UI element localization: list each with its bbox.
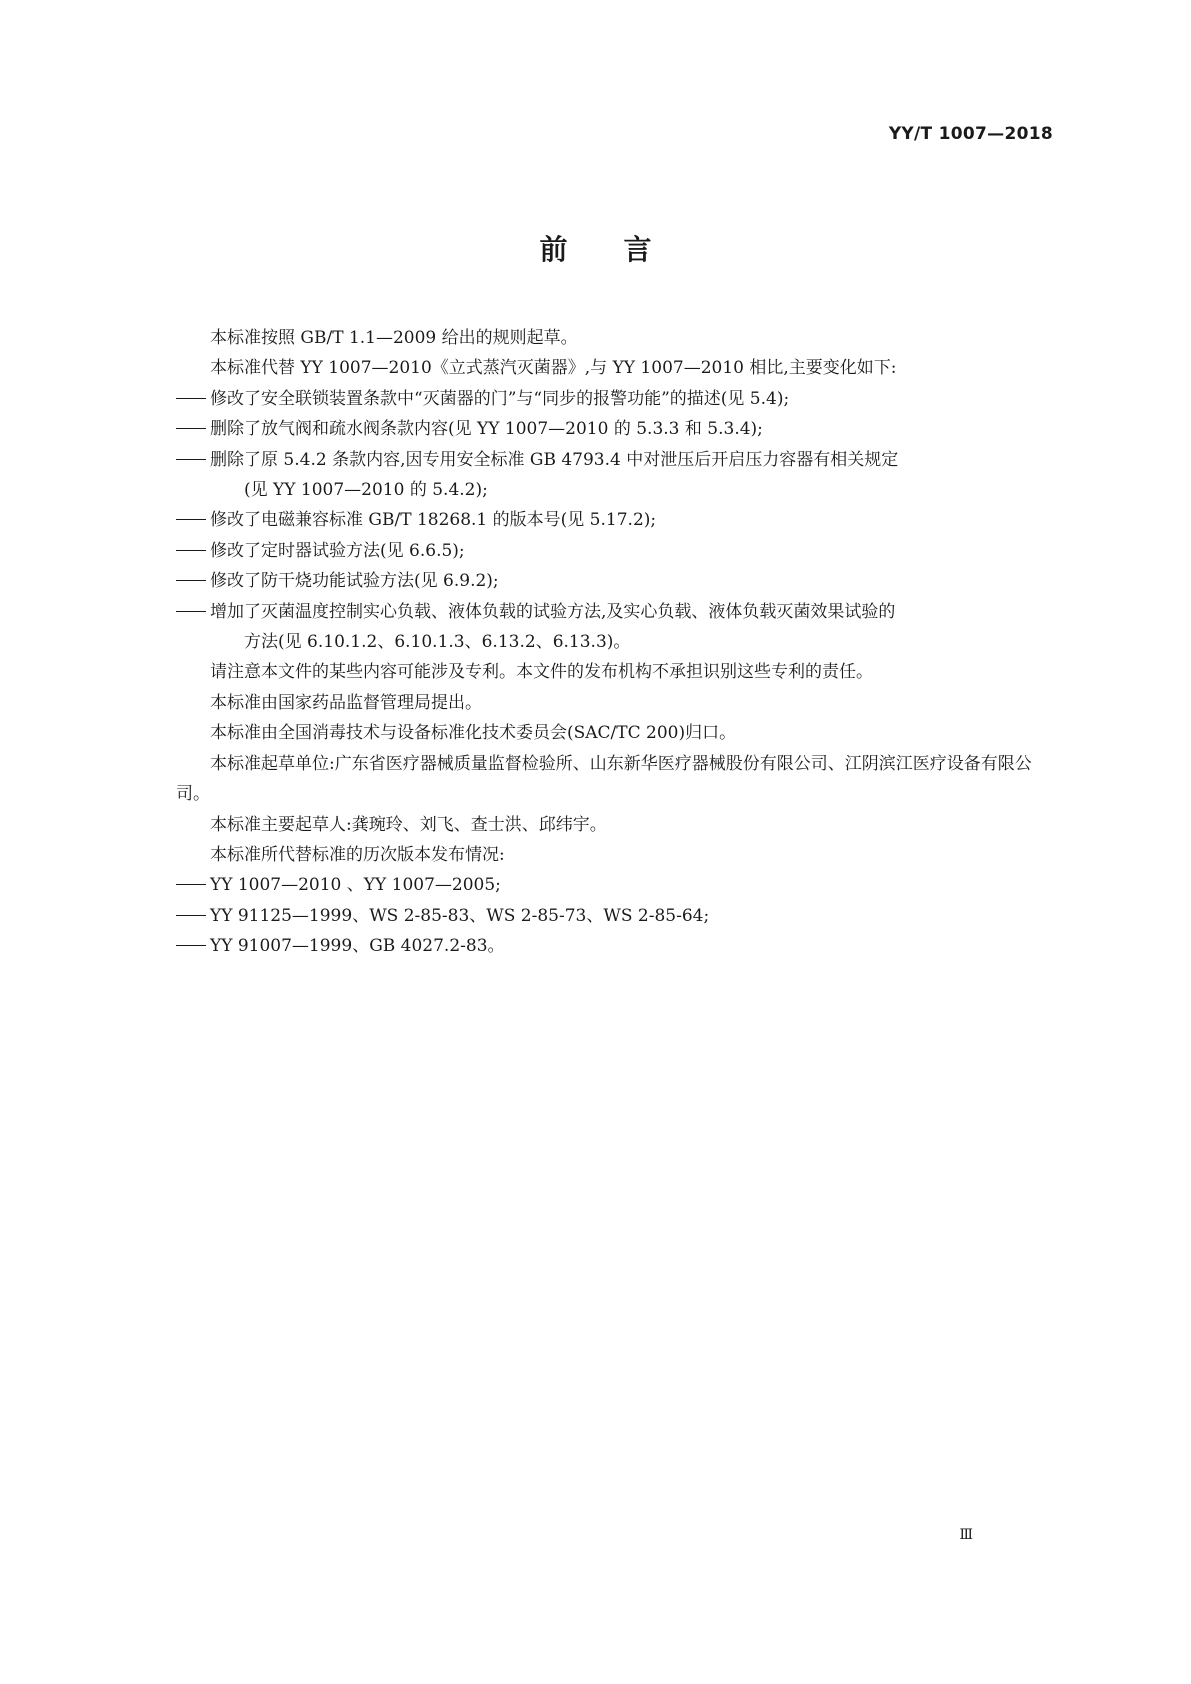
change-item [176,505,1053,535]
dash-marker [176,536,210,566]
change-item [176,384,1053,414]
change-item-text: 增加了灭菌温度控制实心负载、液体负载的试验方法,及实心负载、液体负载灭菌效果试验的 [210,601,896,622]
change-item [176,536,1053,566]
history-item-text: YY 91125—1999、WS 2-85-83、WS 2-85-73、WS 2-85-64; [210,905,710,926]
change-item-continuation: (见 YY 1007—2010 的 5.4.2); [244,480,488,501]
paragraph-proposed-by: 本标准由国家药品监督管理局提出。 [210,692,482,713]
dash-marker [176,870,210,900]
change-item [176,445,1053,506]
history-item [176,870,1053,900]
title-part-1: 前 [539,233,568,266]
dash-marker [176,566,210,596]
dash-marker [176,901,210,931]
change-item [176,414,1053,444]
change-item-text: 修改了定时器试验方法(见 6.6.5); [210,540,465,561]
change-item-text: 修改了电磁兼容标准 GB/T 18268.1 的版本号(见 5.17.2); [210,510,657,531]
dash-marker [176,505,210,535]
history-item-text: YY 1007—2010 、YY 1007—2005; [210,875,501,896]
change-item [176,597,1053,658]
dash-marker [176,931,210,961]
paragraph-centralized-by: 本标准由全国消毒技术与设备标准化技术委员会(SAC/TC 200)归口。 [210,723,737,744]
dash-marker [176,445,210,475]
paragraph-drafters: 本标准主要起草人:龚琬玲、刘飞、查士洪、邱纬宇。 [210,814,607,835]
change-item-text: 删除了放气阀和疏水阀条款内容(见 YY 1007—2010 的 5.3.3 和 5.3.4); [210,419,763,440]
history-item [176,901,1053,931]
history-item [176,931,1053,961]
change-item-text: 修改了安全联锁装置条款中“灭菌器的门”与“同步的报警功能”的描述(见 5.4); [210,388,790,409]
change-item-continuation: 方法(见 6.10.1.2、6.10.1.3、6.13.2、6.13.3)。 [244,632,631,653]
paragraph-drafting-units: 本标准起草单位:广东省医疗器械质量监督检验所、山东新华医疗器械股份有限公司、江阴滨江医疗设备有限公司。 [176,753,1032,805]
change-item [176,566,1053,596]
page-number: Ⅲ [959,1527,973,1543]
dash-marker [176,384,210,414]
paragraph-patent-notice: 请注意本文件的某些内容可能涉及专利。本文件的发布机构不承担识别这些专利的责任。 [210,662,873,683]
foreword-body [176,323,1053,962]
change-item-text: 修改了防干烧功能试验方法(见 6.9.2); [210,571,499,592]
title-part-2: 言 [623,233,652,266]
standard-code: YY/T 1007—2018 [888,124,1053,144]
paragraph-replaces: 本标准代替 YY 1007—2010《立式蒸汽灭菌器》,与 YY 1007—2010 相比,主要变化如下: [210,358,897,379]
dash-marker [176,597,210,627]
history-item-text: YY 91007—1999、GB 4027.2-83。 [210,936,505,957]
paragraph-history-intro: 本标准所代替标准的历次版本发布情况: [210,844,505,865]
dash-marker [176,414,210,444]
page-title [0,228,1191,268]
change-item-text: 删除了原 5.4.2 条款内容,因专用安全标准 GB 4793.4 中对泄压后开启压力容器有相关规定 [210,449,899,470]
paragraph-drafting-rules: 本标准按照 GB/T 1.1—2009 给出的规则起草。 [210,328,578,348]
